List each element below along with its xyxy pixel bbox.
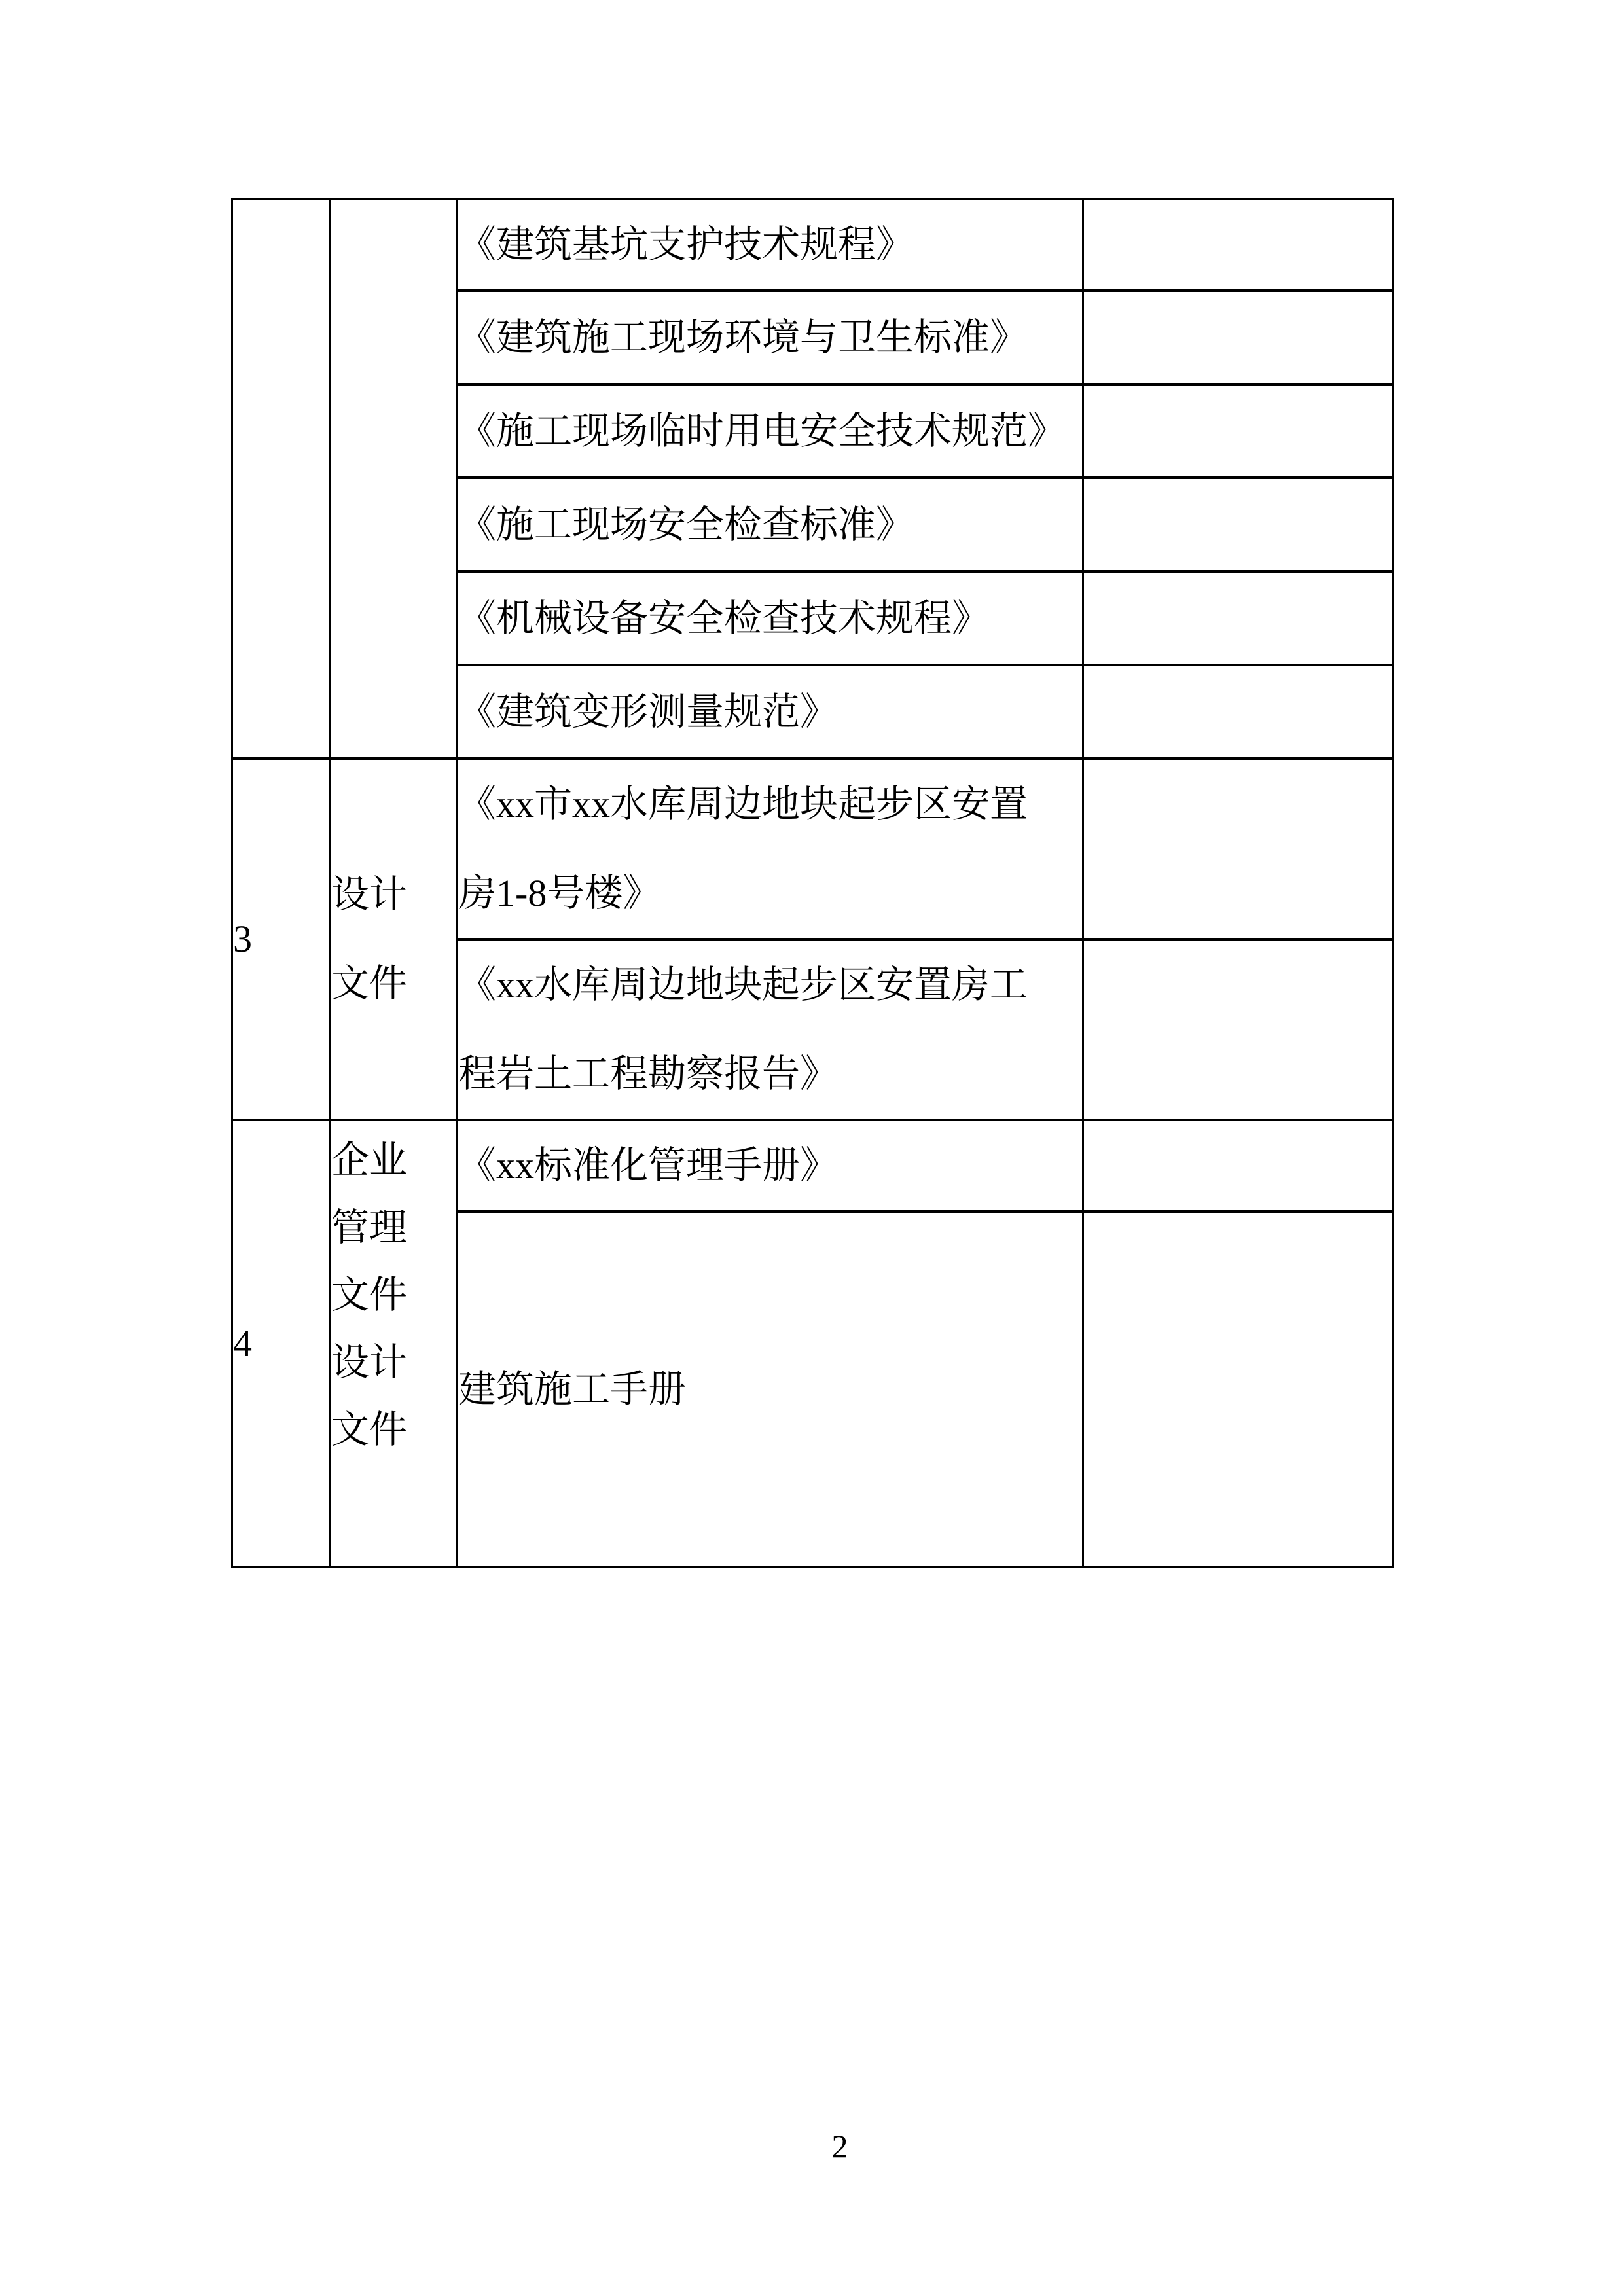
remark-cell-empty (1083, 291, 1393, 384)
standard-title: 《机械设备安全检查技术规程》 (458, 596, 990, 639)
section-number: 4 (233, 1321, 252, 1365)
standard-title: 《施工现场安全检查标准》 (458, 503, 914, 546)
remark-cell-empty (1083, 759, 1393, 939)
standard-title-cell (458, 199, 1083, 291)
category-line: 设计 (331, 1341, 408, 1384)
document-title-cell (458, 1120, 1083, 1211)
document-title-line: 程岩土工程勘察报告》 (458, 1052, 839, 1095)
reference-documents-table (231, 198, 1394, 1568)
remark-cell-empty (1083, 1120, 1393, 1211)
standard-title-cell (458, 384, 1083, 478)
category-line: 管理 (331, 1206, 408, 1249)
standard-title: 《建筑变形测量规范》 (458, 690, 839, 733)
remark-cell-empty (1083, 384, 1393, 478)
category-cell (331, 759, 458, 1120)
document-title-cell (458, 1211, 1083, 1567)
section-number-cell (232, 759, 331, 1120)
category-line: 文件 (331, 962, 408, 1005)
section-number-cell-empty (232, 199, 331, 759)
document-title-line: 《xx标准化管理手册》 (458, 1144, 839, 1187)
category-cell-empty (331, 199, 458, 759)
category-line: 文件 (331, 1274, 408, 1316)
section-number-cell (232, 1120, 331, 1567)
standard-title: 《建筑基坑支护技术规程》 (458, 223, 914, 266)
standard-title-cell (458, 291, 1083, 384)
document-title-line: 《xx水库周边地块起步区安置房工 (458, 963, 1028, 1006)
remark-cell-empty (1083, 571, 1393, 665)
remark-cell-empty (1083, 1211, 1393, 1567)
standard-title-cell (458, 571, 1083, 665)
remark-cell-empty (1083, 939, 1393, 1120)
document-title-line: 房1-8号楼》 (458, 872, 661, 914)
standard-title: 《建筑施工现场环境与卫生标准》 (458, 315, 1028, 359)
section-number: 3 (233, 918, 252, 960)
document-title-cell (458, 759, 1083, 939)
standard-title: 《施工现场临时用电安全技术规范》 (458, 409, 1066, 452)
table-row (232, 759, 1393, 939)
category-line: 企业 (331, 1139, 408, 1181)
page-number: 2 (831, 2128, 848, 2164)
document-title-line: 《xx市xx水库周边地块起步区安置 (458, 783, 1028, 825)
document-title-line: 建筑施工手册 (458, 1367, 687, 1410)
document-title-cell (458, 939, 1083, 1120)
remark-cell-empty (1083, 665, 1393, 759)
table-row (232, 1120, 1393, 1211)
standard-title-cell (458, 665, 1083, 759)
category-line: 文件 (331, 1408, 408, 1451)
remark-cell-empty (1083, 478, 1393, 571)
standard-title-cell (458, 478, 1083, 571)
remark-cell-empty (1083, 199, 1393, 291)
category-cell (331, 1120, 458, 1567)
table-row (232, 199, 1393, 291)
category-line: 设计 (331, 873, 408, 916)
